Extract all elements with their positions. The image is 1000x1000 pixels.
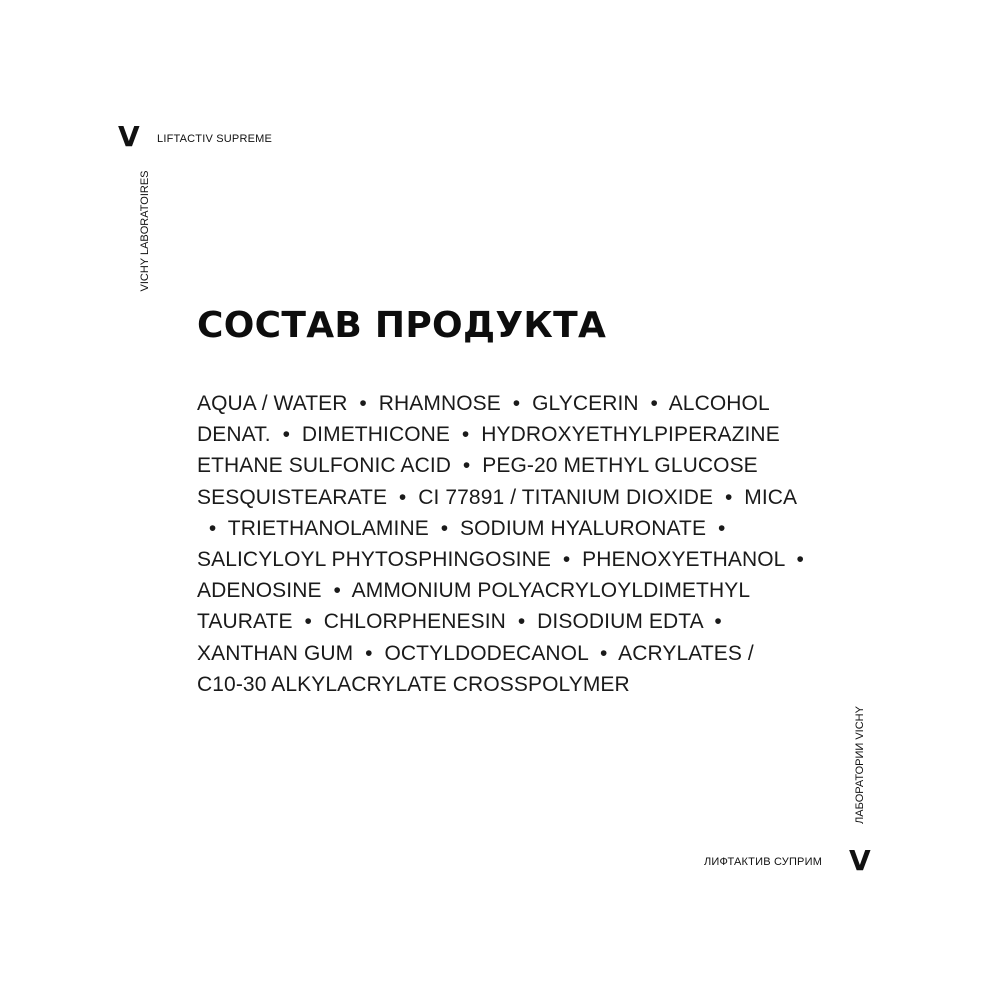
ingredient-line: ADENOSINE • AMMONIUM POLYACRYLOYLDIMETHYL — [197, 579, 751, 603]
vichy-logo-bottom: V — [849, 844, 871, 877]
ingredient-line: AQUA / WATER • RHAMNOSE • GLYCERIN • ALCOHOL — [197, 392, 770, 415]
page-title: СОСТАВ ПРОДУКТА — [197, 305, 607, 346]
ingredient-line: SESQUISTEARATE • CI 77891 / TITANIUM DIOXIDE • MICA — [197, 485, 798, 509]
brand-name-ru: ЛАБОРАТОРИИ VICHY — [854, 706, 866, 824]
ingredient-line: C10-30 ALKYLACRYLATE CROSSPOLYMER — [197, 672, 630, 696]
ingredient-line: • TRIETHANOLAMINE • SODIUM HYALURONATE • — [197, 516, 726, 540]
ingredient-line: ETHANE SULFONIC ACID • PEG-20 METHYL GLUCOSE — [197, 454, 758, 478]
ingredient-line: TAURATE • CHLORPHENESIN • DISODIUM EDTA • — [197, 610, 722, 634]
ingredient-line: XANTHAN GUM • OCTYLDODECANOL • ACRYLATES / — [197, 641, 754, 665]
product-name-en: LIFTACTIV SUPREME — [157, 133, 273, 145]
ingredients-list — [197, 388, 817, 700]
brand-name-en: VICHY LABORATOIRES — [139, 170, 151, 292]
ingredient-line: DENAT. • DIMETHICONE • HYDROXYETHYLPIPERAZINE — [197, 423, 780, 447]
vichy-logo-top: V — [118, 120, 140, 153]
ingredient-line: SALICYLOYL PHYTOSPHINGOSINE • PHENOXYETHANOL • — [197, 548, 804, 572]
product-name-ru: ЛИФТАКТИВ СУПРИМ — [704, 856, 823, 868]
brand-label-right-container — [853, 700, 867, 830]
brand-label-left-container — [138, 166, 152, 296]
